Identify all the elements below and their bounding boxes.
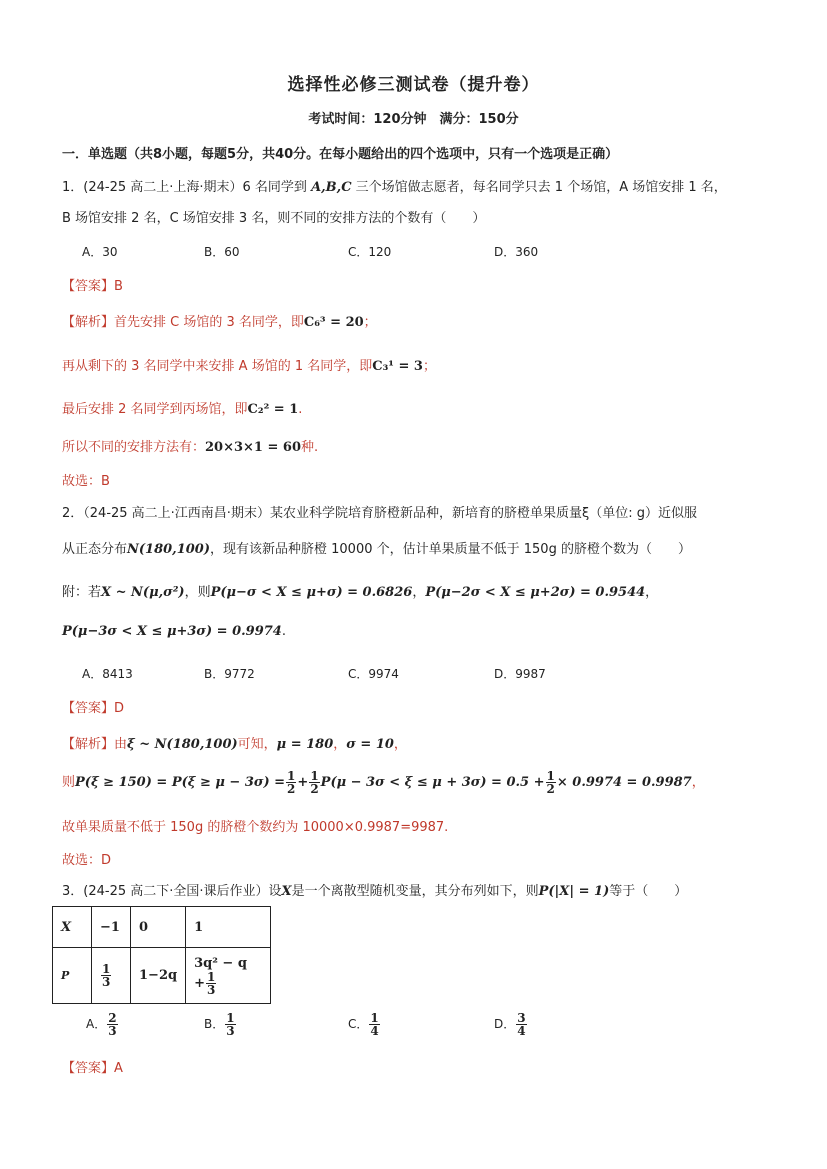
frac-num: 1 <box>102 962 111 976</box>
cell-1: 1 <box>194 919 204 935</box>
cell-x: X <box>61 919 72 935</box>
table-cell <box>92 948 131 1004</box>
q2-option-a: A．8413 <box>82 667 133 681</box>
q2-explain-1-mid: 可知， <box>237 737 277 752</box>
q3-stem-post: 等于（ ） <box>609 884 688 899</box>
q1-option-b: B．60 <box>204 245 240 259</box>
q1-choose: 故选：B <box>62 474 110 489</box>
frac-num: 1 <box>310 769 319 783</box>
q1-explain-3-math: C₂² = 1 <box>247 402 299 417</box>
q1-explain-4-post: 种. <box>301 440 319 455</box>
q3-stem <box>62 880 687 899</box>
frac-den: 3 <box>102 975 111 989</box>
punct: ， <box>412 585 426 600</box>
frac-num: 2 <box>108 1011 117 1025</box>
distribution-table <box>52 906 271 1004</box>
table-cell <box>131 948 186 1004</box>
q2-explain-1 <box>62 733 407 752</box>
punct: ， <box>645 585 659 600</box>
q2-explain-2-math-a: P(ξ ≥ 150) = P(ξ ≥ μ − 3σ) = <box>75 775 286 790</box>
q1-explain-3 <box>62 398 302 417</box>
q1-sets: A,B,C <box>311 180 352 195</box>
cell-frac <box>206 971 216 996</box>
q2-answer: 【答案】D <box>62 701 125 716</box>
option-frac <box>225 1012 235 1037</box>
frac-num: 1 <box>287 769 296 783</box>
q2-explain-2-math-c: × 0.9974 = 0.9987 <box>556 775 692 790</box>
punct: ， <box>691 775 705 790</box>
q2-explain-2-pre: 则 <box>62 775 76 790</box>
table-cell <box>131 907 186 948</box>
q3-option-a <box>86 1012 119 1037</box>
q1-explain-4 <box>62 436 318 455</box>
q2-line2-pre: 从正态分布 <box>62 542 128 557</box>
q2-explain-2: 则P(ξ ≥ 150) = P(ξ ≥ μ − 3σ) = $\frac{1}{2}$ + $\frac{1}{2}$ P(μ − 3σ < ξ ≤ μ + 3σ) = 0.5 + $\frac{1}{2}$ × 0.9974 = 0.9987， <box>62 769 705 796</box>
document-title: 选择性必修三测试卷（提升卷） <box>287 75 540 95</box>
punct: . <box>281 624 286 639</box>
cell-neg1: −1 <box>100 919 120 935</box>
q3-answer: 【答案】A <box>62 1061 123 1076</box>
q1-explain-2-text: 再从剩下的 3 名同学中来安排 A 场馆的 1 名同学，即 <box>62 359 373 374</box>
q2-appendix-math2: P(μ−σ < X ≤ μ+σ) = 0.6826 <box>210 585 413 600</box>
q1-explain-2-math: C₃¹ = 3 <box>372 359 423 374</box>
table-cell <box>186 907 271 948</box>
q3-stem-math: P(|X| = 1) <box>538 884 610 899</box>
q1-stem-post: 三个场馆做志愿者，每名同学只去 1 个场馆，A 场馆安排 1 名， <box>351 180 727 195</box>
q1-stem-line2: B 场馆安排 2 名，C 场馆安排 3 名，则不同的安排方法的个数有（ ） <box>62 211 486 226</box>
q1-option-d: D．360 <box>494 245 539 259</box>
punct: ； <box>363 315 377 330</box>
table-cell <box>92 907 131 948</box>
punct: ； <box>422 359 436 374</box>
q2-frac-2 <box>309 770 319 795</box>
q3-option-b <box>204 1012 237 1037</box>
q2-explain-3: 故单果质量不低于 150g 的脐橙个数约为 10000×0.9987=9987. <box>62 820 449 835</box>
table-row <box>53 907 271 948</box>
q1-option-c: C．120 <box>348 245 392 259</box>
option-label: B． <box>204 1017 225 1031</box>
q2-frac-1 <box>286 770 296 795</box>
q2-frac-3 <box>546 770 556 795</box>
q2-stem-line1: 2．（24-25 高二上·江西南昌·期末）某农业科学院培育脐橙新品种，新培育的脐橙单果质量ξ（单位: g）近似服 <box>62 506 697 521</box>
option-label: C． <box>348 1017 369 1031</box>
q2-explain-1-pre: 【解析】由 <box>62 737 128 752</box>
q3-variable: X <box>281 884 292 899</box>
q2-appendix-math1: X ~ N(μ,σ²) <box>101 585 185 600</box>
q2-explain-1-math: ξ ~ N(180,100) <box>127 737 238 752</box>
table-cell <box>53 948 92 1004</box>
q2-appendix-pre: 附：若 <box>62 585 102 600</box>
q2-appendix-mid: ，则 <box>184 585 211 600</box>
frac-num: 1 <box>226 1011 235 1025</box>
q2-stem-line2 <box>62 538 691 557</box>
q1-stem-line1 <box>62 176 727 195</box>
q3-stem-mid: 是一个离散型随机变量，其分布列如下，则 <box>291 884 539 899</box>
q2-choose: 故选：D <box>62 853 112 868</box>
exam-info: 考试时间：120分钟 满分：150分 <box>308 112 519 127</box>
frac-den: 2 <box>287 782 296 796</box>
q2-appendix <box>62 581 658 600</box>
option-frac <box>516 1012 526 1037</box>
q1-explain-4-math: 20×3×1 = 60 <box>205 440 302 455</box>
frac-den: 3 <box>206 982 216 997</box>
frac-num: 1 <box>546 769 555 783</box>
q2-option-b: B．9772 <box>204 667 255 681</box>
frac-den: 3 <box>108 1024 117 1038</box>
option-label: D． <box>494 1017 516 1031</box>
q1-explain-2 <box>62 355 436 374</box>
q2-explain-2-math-b: P(μ − 3σ < ξ ≤ μ + 3σ) = 0.5 + <box>320 775 545 790</box>
frac-den: 3 <box>226 1024 235 1038</box>
punct: ， <box>393 737 407 752</box>
q1-explain-3-text: 最后安排 2 名同学到丙场馆，即 <box>62 402 248 417</box>
q2-option-d: D．9987 <box>494 667 546 681</box>
q2-line2-math: N(180,100) <box>127 542 210 557</box>
q1-stem-pre: 1．(24-25 高二上·上海·期末）6 名同学到 <box>62 180 312 195</box>
punct: ， <box>333 737 347 752</box>
q2-appendix-math3: P(μ−2σ < X ≤ μ+2σ) = 0.9544 <box>425 585 646 600</box>
option-frac <box>369 1012 379 1037</box>
frac-den: 2 <box>310 782 319 796</box>
q1-explain-1 <box>62 311 377 330</box>
punct: . <box>298 402 303 417</box>
q3-stem-pre: 3．(24-25 高二下·全国·课后作业）设 <box>62 884 282 899</box>
q2-line2-post: ，现有该新品种脐橙 10000 个，估计单果质量不低于 150g 的脐橙个数为（ ） <box>210 542 691 557</box>
frac-den: 2 <box>546 782 555 796</box>
cell-mid: 1−2q <box>139 968 178 983</box>
q1-answer: 【答案】B <box>62 279 123 294</box>
q1-explain-4-text: 所以不同的安排方法有： <box>62 440 206 455</box>
q2-explain-1-sigma: σ = 10 <box>346 737 394 752</box>
option-frac <box>107 1012 117 1037</box>
q3-option-c <box>348 1012 381 1037</box>
section-heading: 一．单选题（共8小题，每题5分，共40分。在每小题给出的四个选项中，只有一个选项是正确） <box>62 147 619 162</box>
q1-option-a: A．30 <box>82 245 118 259</box>
cell-0: 0 <box>139 919 149 935</box>
cell-p: P <box>61 969 70 982</box>
q1-explain-1-math: C₆³ = 20 <box>303 315 364 330</box>
frac-den: 4 <box>517 1024 526 1038</box>
q2-explain-1-mu: μ = 180 <box>276 737 334 752</box>
table-row <box>53 948 271 1004</box>
table-cell <box>53 907 92 948</box>
frac-den: 4 <box>370 1024 379 1038</box>
q2-appendix-math4: P(μ−3σ < X ≤ μ+3σ) = 0.9974 <box>62 624 282 639</box>
frac-num: 1 <box>206 969 216 984</box>
q2-appendix-2 <box>62 624 286 639</box>
frac-num: 1 <box>370 1011 379 1025</box>
cell-last: 3q² − q + <box>194 955 247 991</box>
table-cell <box>186 948 271 1004</box>
option-label: A． <box>86 1017 107 1031</box>
cell-frac <box>101 963 111 988</box>
q1-explain-1-text: 【解析】首先安排 C 场馆的 3 名同学，即 <box>62 315 304 330</box>
q2-option-c: C．9974 <box>348 667 399 681</box>
q3-option-d <box>494 1012 528 1037</box>
frac-num: 3 <box>517 1011 526 1025</box>
